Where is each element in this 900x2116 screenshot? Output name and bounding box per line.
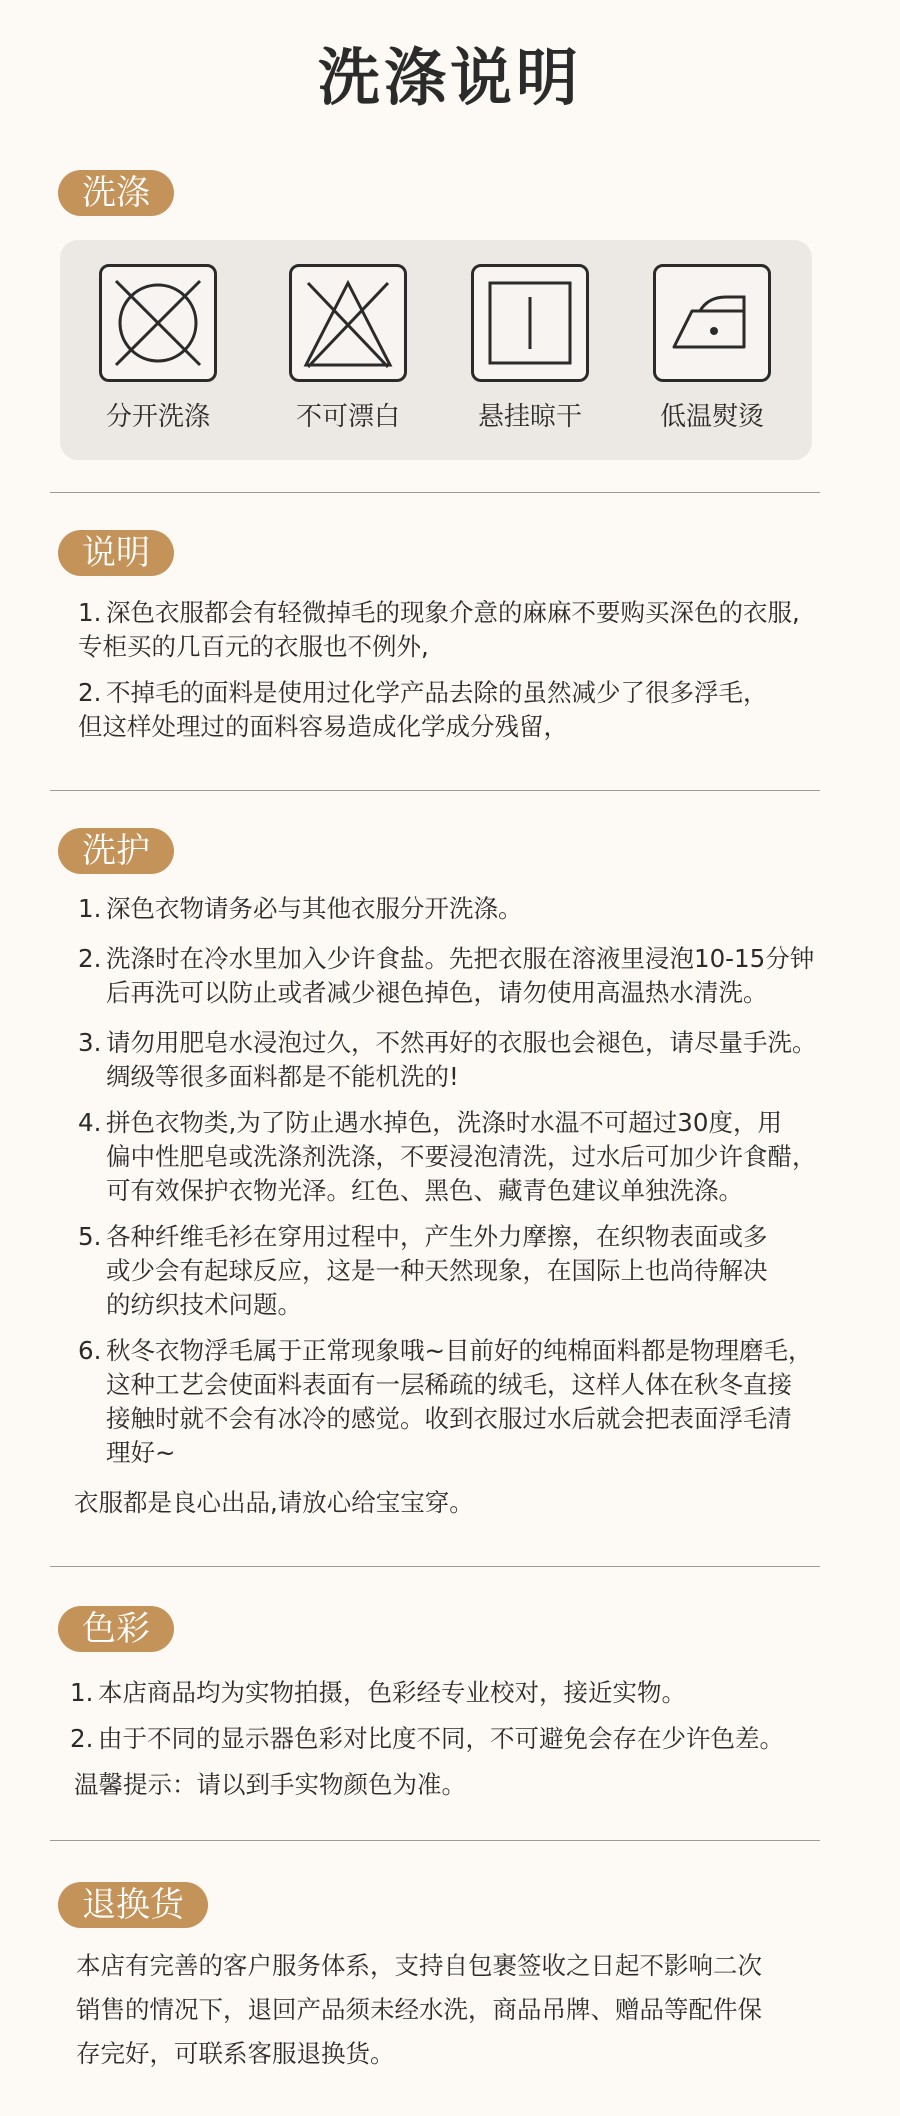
do-not-bleach-icon	[289, 264, 407, 382]
divider	[50, 1566, 820, 1567]
page-title: 洗涤说明	[317, 41, 582, 114]
care-note: 衣服都是良心出品,请放心给宝宝穿。	[74, 1488, 474, 1517]
icon-label: 不可漂白	[295, 402, 400, 432]
wash-separately-icon	[99, 264, 217, 382]
section-tag-wash: 洗涤	[58, 170, 174, 216]
section-tag-explain: 说明	[58, 530, 174, 576]
care-icons-panel	[60, 240, 812, 460]
color-note: 温馨提示：请以到手实物颜色为准。	[74, 1770, 466, 1799]
low-temp-iron-icon	[653, 264, 771, 382]
care-item-4: 4. 拼色衣物类,为了防止遇水掉色，洗涤时水温不可超过30度，用 偏中性肥皂或洗涤剂洗涤，不要浸泡清洗，过水后可加少许食醋， 可有效保护衣物光泽。红色、黑色、藏青色建议单独洗涤。	[78, 1108, 817, 1205]
care-item-5: 5. 各种纤维毛衫在穿用过程中，产生外力摩擦，在织物表面或多 或少会有起球反应，这是一种天然现象，在国际上也尚待解决 的纺织技术问题。	[78, 1222, 768, 1319]
explain-item-2: 2. 不掉毛的面料是使用过化学产品去除的虽然减少了很多浮毛， 但这样处理过的面料容易造成化学成分残留，	[78, 678, 768, 741]
section-tag-care: 洗护	[58, 828, 174, 874]
hang-dry-icon	[471, 264, 589, 382]
explain-item-1: 1. 深色衣服都会有轻微掉毛的现象介意的麻麻不要购买深色的衣服, 专柜买的几百元的衣服也不例外,	[78, 598, 800, 661]
divider	[50, 492, 820, 493]
care-icon-item	[468, 264, 592, 433]
divider	[50, 790, 820, 791]
care-item-3: 3. 请勿用肥皂水浸泡过久，不然再好的衣服也会褪色，请尽量手洗。 绸级等很多面料都是不能机洗的!	[78, 1028, 817, 1091]
returns-text: 本店有完善的客户服务体系，支持自包裹签收之日起不影响二次 销售的情况下，退回产品须未经水洗，商品吊牌、赠品等配件保 存完好，可联系客服退换货。	[76, 1951, 762, 2068]
color-item-1: 1. 本店商品均为实物拍摄，色彩经专业校对，接近实物。	[70, 1678, 686, 1707]
care-item-6: 6. 秋冬衣物浮毛属于正常现象哦~目前好的纯棉面料都是物理磨毛， 这种工艺会使面料表面有一层稀疏的绒毛，这样人体在秋冬直接 接触时就不会有冰冷的感觉。收到衣服过水后就会把表面浮毛清 理好~	[78, 1336, 813, 1467]
color-item-2: 2. 由于不同的显示器色彩对比度不同，不可避免会存在少许色差。	[70, 1724, 784, 1753]
section-tag-returns: 退换货	[58, 1882, 208, 1928]
icon-label: 分开洗涤	[105, 402, 210, 432]
care-icon-item	[96, 264, 220, 433]
care-icon-item	[650, 264, 774, 433]
divider	[50, 1840, 820, 1841]
section-tag-color: 色彩	[58, 1606, 174, 1652]
care-icon-item	[286, 264, 410, 433]
icon-label: 低温熨烫	[659, 402, 764, 432]
care-item-1: 1. 深色衣物请务必与其他衣服分开洗涤。	[78, 894, 523, 923]
icon-label: 悬挂晾干	[477, 402, 582, 432]
care-item-2: 2. 洗涤时在冷水里加入少许食盐。先把衣服在溶液里浸泡10-15分钟 后再洗可以防止或者减少褪色掉色，请勿使用高温热水清洗。	[78, 944, 815, 1007]
